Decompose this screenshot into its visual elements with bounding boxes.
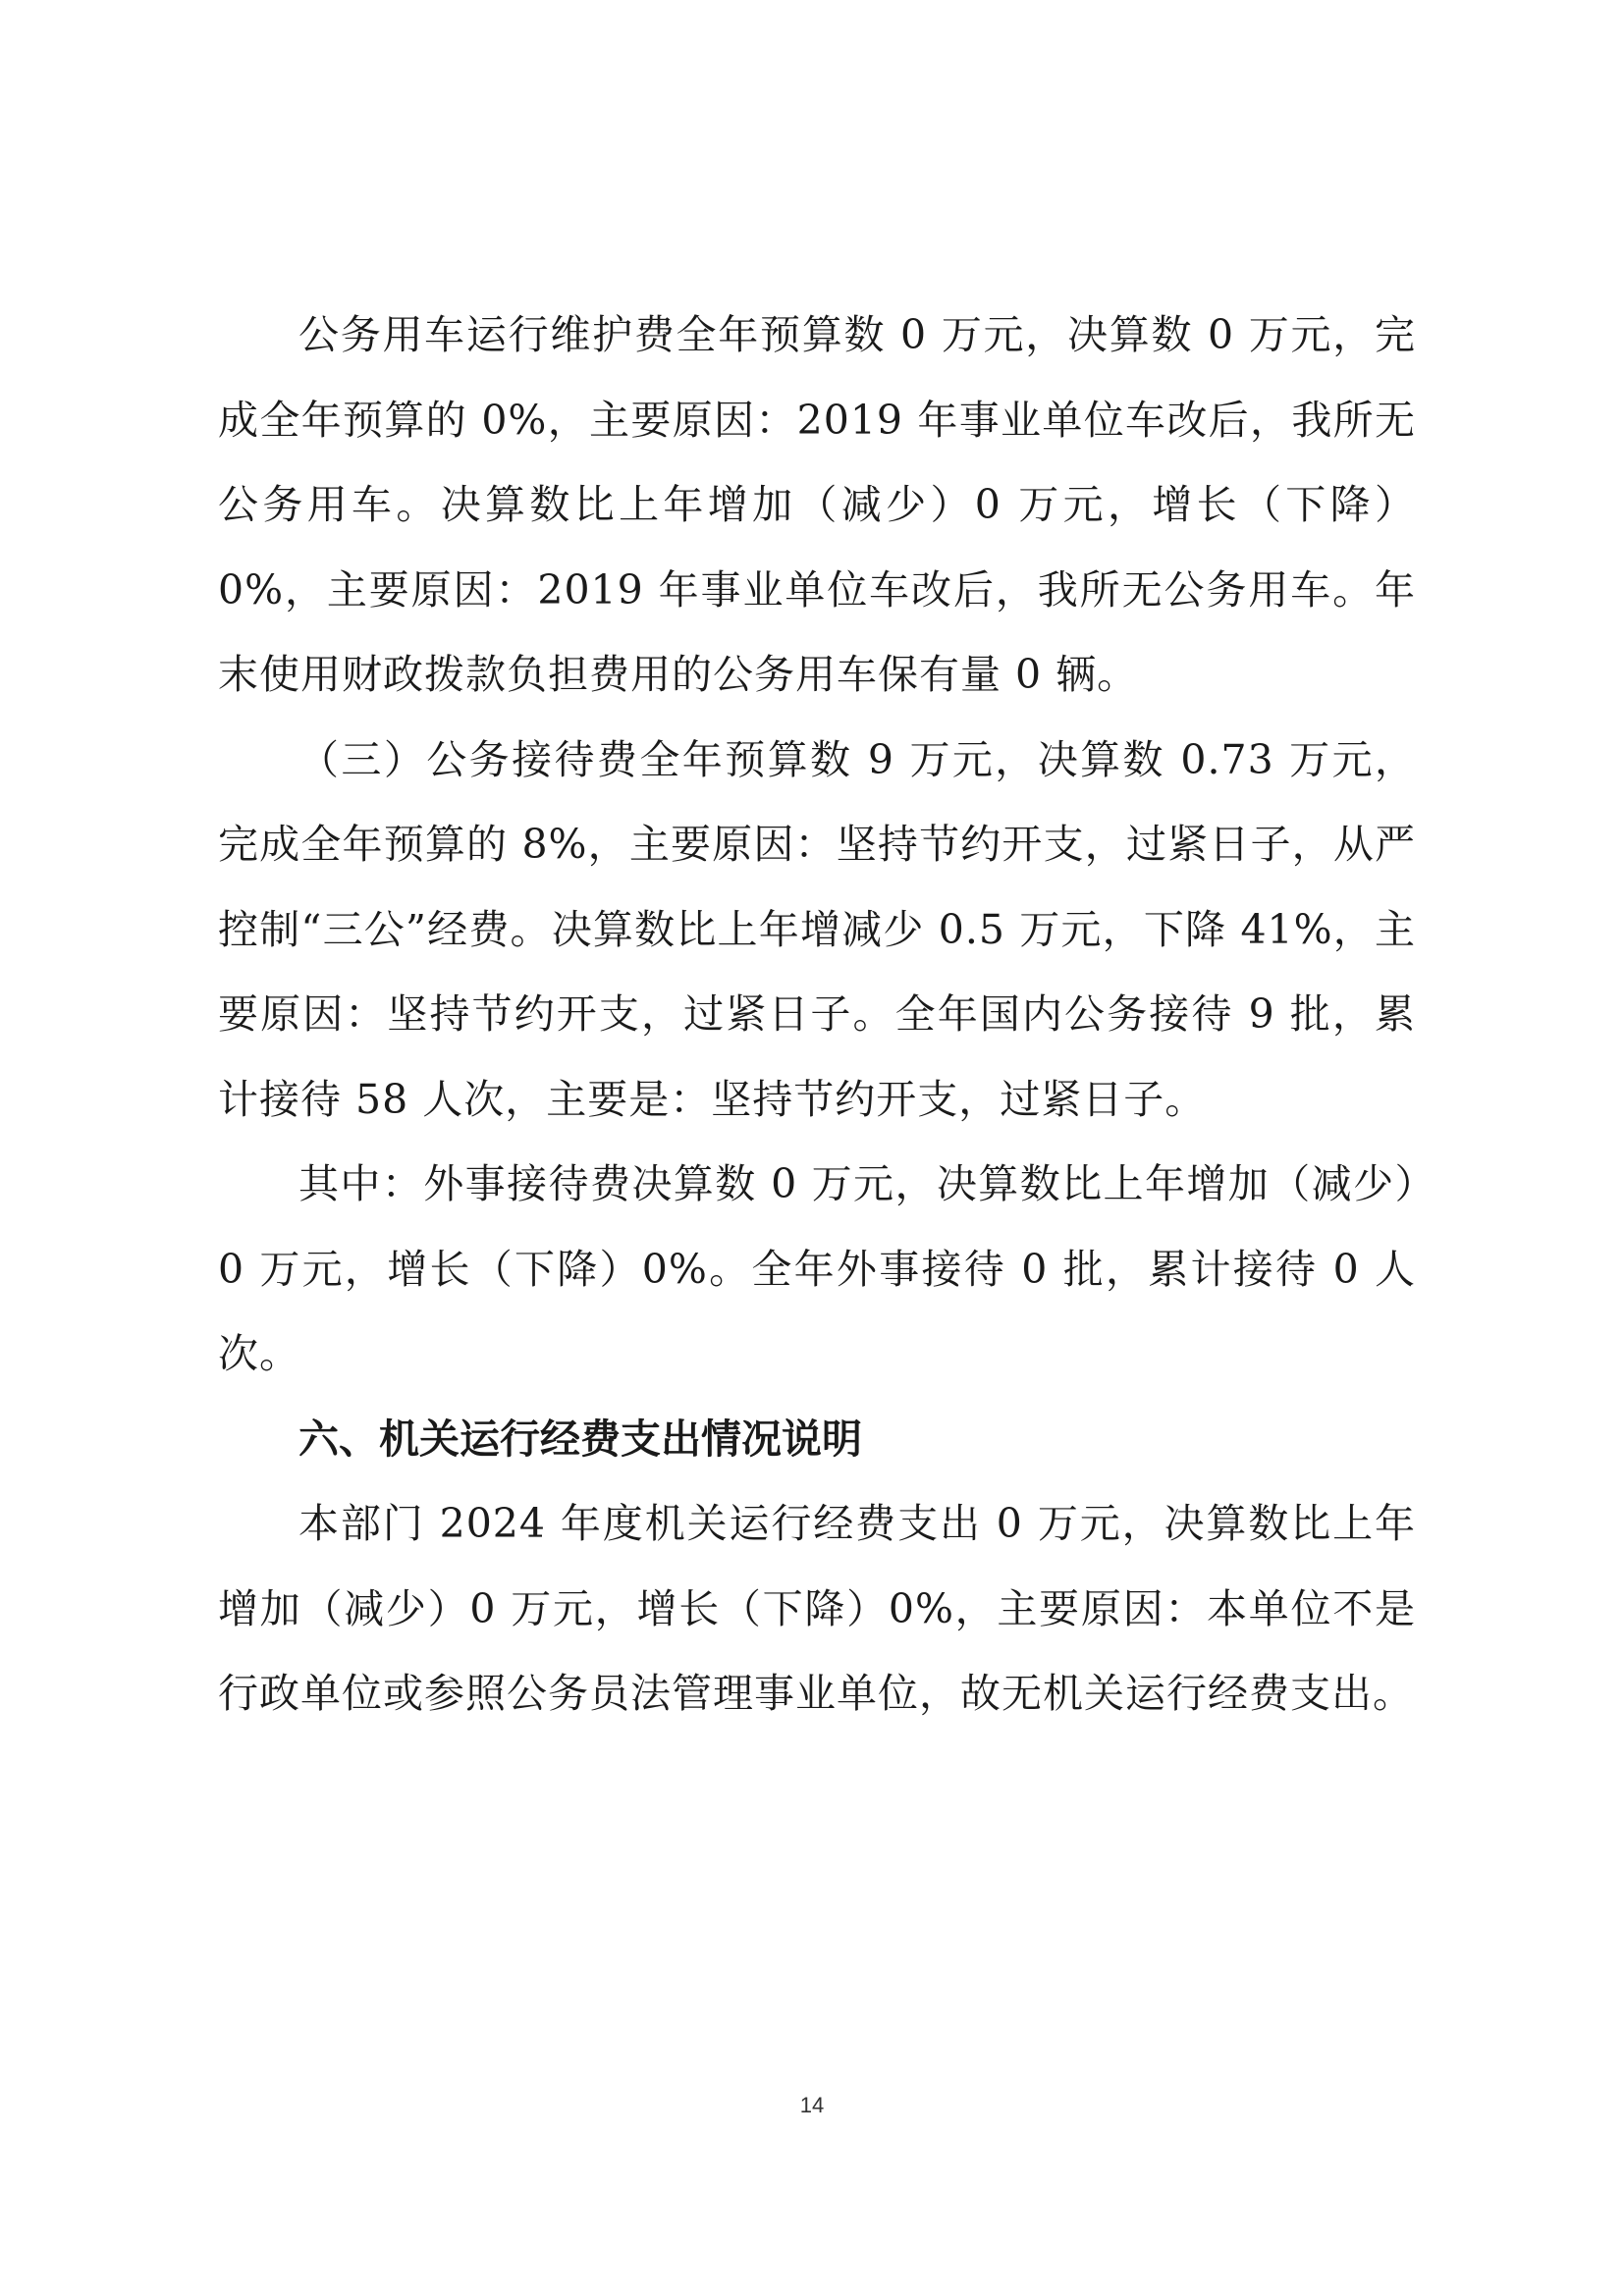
section-heading: 六、机关运行经费支出情况说明 [298,1415,862,1463]
paragraph-vehicle-maintenance: 公务用车运行维护费全年预算数 0 万元，决算数 0 万元，完成全年预算的 0%，主要原因：2019 年事业单位车改后，我所无公务用车。决算数比上年增加（减少）0 万元，增长（下降）0%，主要原因：2019 年事业单位车改后，我所无公务用车。年末使用财政拨款负担费用的公务用车保有量 0 辆。 [218,311,1416,698]
paragraph-foreign-reception: 其中：外事接待费决算数 0 万元，决算数比上年增加（减少）0 万元，增长（下降）0%。全年外事接待 0 批，累计接待 0 人次。 [218,1160,1416,1377]
paragraph-official-reception: （三）公务接待费全年预算数 9 万元，决算数 0.73 万元，完成全年预算的 8%，主要原因：坚持节约开支，过紧日子，从严控制“三公”经费。决算数比上年增减少 0.5 万元，下降 41%，主要原因：坚持节约开支，过紧日子。全年国内公务接待 9 批，累计接待 58 人次，主要是：坚持节约开支，过紧日子。 [218,735,1416,1123]
page-content [218,293,1416,1736]
paragraph-operating-expenses: 本部门 2024 年度机关运行经费支出 0 万元，决算数比上年增加（减少）0 万元，增长（下降）0%，主要原因：本单位不是行政单位或参照公务员法管理事业单位，故无机关运行经费支出。 [218,1500,1416,1717]
page-number: 14 [799,2093,825,2117]
